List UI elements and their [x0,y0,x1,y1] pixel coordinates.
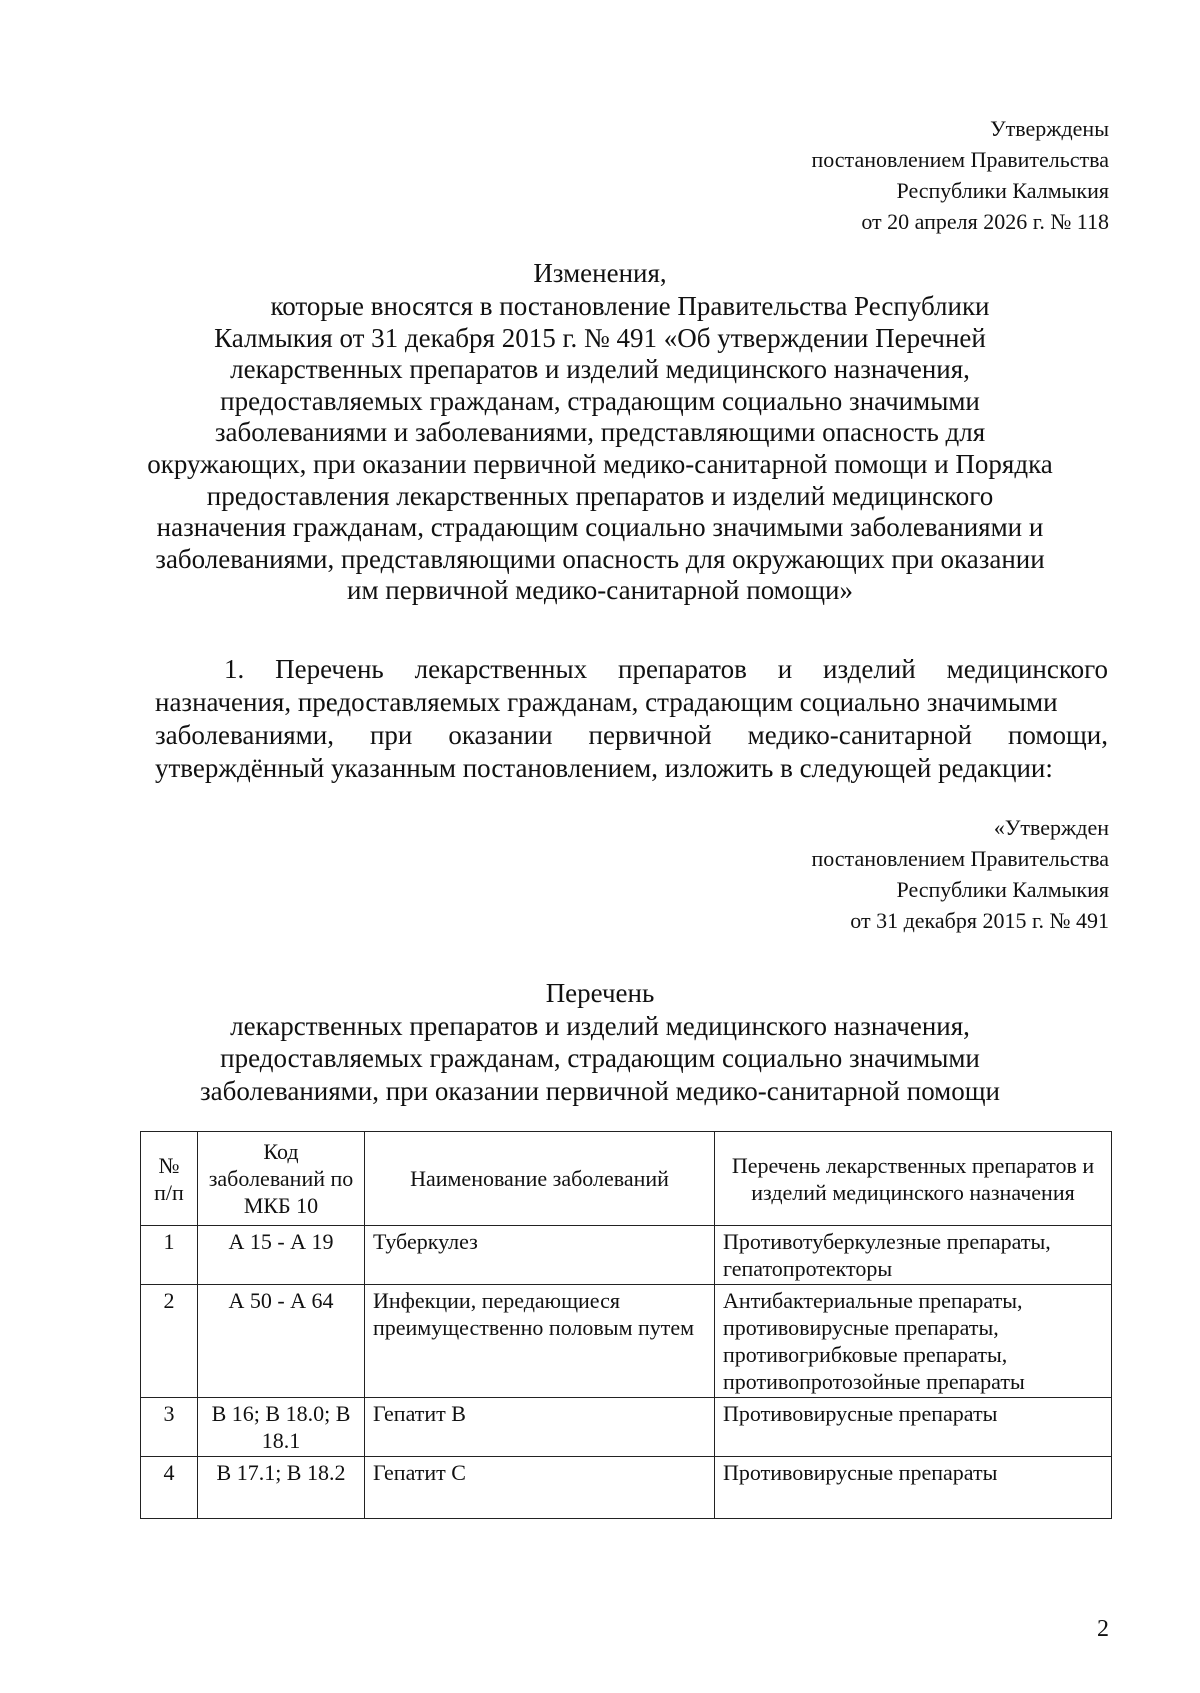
changes-line: заболеваниями, представляющими опасность для окружающих при оказании [155,543,1045,574]
paragraph-word: Перечень [275,654,384,684]
medications-table [140,1131,1112,1519]
paragraph-line-4 [155,752,1108,785]
paragraph-word: помощи, [1007,720,1108,750]
cell-name: Гепатит С [365,1457,715,1519]
table-row [141,1457,1112,1519]
table-row [141,1398,1112,1457]
cell-list: Противовирусные препараты [715,1457,1112,1519]
changes-line: лекарственных препаратов и изделий медицинского назначения, [230,354,970,385]
table-header-row [141,1132,1112,1226]
cell-num: 1 [141,1226,198,1285]
cell-num: 2 [141,1285,198,1398]
paragraph-word: оказании [448,720,553,750]
changes-line: которые вносятся в постановление Правительства Республики [270,291,990,321]
paragraph-text: утверждённый указанным постановлением, изложить в следующей редакции: [155,753,1053,783]
cell-name: Гепатит В [365,1398,715,1457]
paragraph-line-2 [155,686,1108,719]
table-row [141,1226,1112,1285]
header-num: № п/п [141,1132,198,1226]
changes-description [100,291,1100,607]
page-number: 2 [1097,1616,1109,1642]
approval-line: «Утвержден [993,815,1109,840]
changes-line: предоставления лекарственных препаратов и изделий медицинского [206,480,994,511]
paragraph-text: назначения, предоставляемых гражданам, страдающим социально значимыми [155,687,1058,717]
changes-line: назначения гражданам, страдающим социально значимыми заболеваниями и [156,512,1044,543]
changes-heading [100,258,1100,289]
approval-block-top [811,113,1109,237]
cell-code: А 15 - А 19 [198,1226,365,1285]
approval-line: от 20 апреля 2026 г. № 118 [861,209,1109,234]
approval-line: постановлением Правительства [811,846,1109,871]
cell-name: Туберкулез [365,1226,715,1285]
paragraph-word: медицинского [946,654,1108,684]
paragraph-word: препаратов [618,654,747,684]
table-row [141,1285,1112,1398]
approval-line: Республики Калмыкия [896,178,1109,203]
list-title-line: Перечень [545,978,655,1008]
changes-line: предоставляемых гражданам, страдающим социально значимыми [220,385,980,416]
paragraph-word: 1. [224,654,245,684]
paragraph-word: заболеваниями, [155,720,334,750]
header-name: Наименование заболеваний [365,1132,715,1226]
approval-line: Республики Калмыкия [896,877,1109,902]
paragraph-line-3 [155,719,1108,752]
changes-line: им первичной медико-санитарной помощи» [347,575,853,606]
cell-code: В 16; В 18.0; В 18.1 [198,1398,365,1457]
list-title-line: лекарственных препаратов и изделий медицинского назначения, [230,1010,970,1041]
approval-line: Утверждены [990,116,1109,141]
approval-line: от 31 декабря 2015 г. № 491 [850,908,1109,933]
header-code: Код заболеваний по МКБ 10 [198,1132,365,1226]
cell-list: Противовирусные препараты [715,1398,1112,1457]
cell-num: 4 [141,1457,198,1519]
cell-num: 3 [141,1398,198,1457]
cell-list: Противотуберкулезные препараты, гепатопротекторы [715,1226,1112,1285]
paragraph-word: и [777,654,793,684]
changes-heading-text: Изменения, [533,258,667,288]
changes-line: Калмыкия от 31 декабря 2015 г. № 491 «Об утверждении Перечней [214,322,986,353]
list-title [100,977,1100,1107]
approval-block-mid [811,812,1109,936]
paragraph-1 [155,653,1108,785]
changes-line: окружающих, при оказании первичной медико-санитарной помощи и Порядка [147,448,1053,479]
header-list: Перечень лекарственных препаратов и изделий медицинского назначения [715,1132,1112,1226]
cell-name: Инфекции, передающиеся преимущественно половым путем [365,1285,715,1398]
list-title-line: заболеваниями, при оказании первичной медико-санитарной помощи [199,1075,1001,1106]
paragraph-word: при [369,720,413,750]
paragraph-word: медико-санитарной [747,720,972,750]
cell-list: Антибактериальные препараты, противовирусные препараты, противогрибковые препараты, противопротозойные препараты [715,1285,1112,1398]
paragraph-line-1 [155,653,1108,686]
approval-line: постановлением Правительства [811,147,1109,172]
paragraph-word: изделий [823,654,916,684]
changes-line: заболеваниями и заболеваниями, представляющими опасность для [214,417,986,448]
cell-code: В 17.1; В 18.2 [198,1457,365,1519]
cell-code: А 50 - А 64 [198,1285,365,1398]
paragraph-word: лекарственных [414,654,588,684]
list-title-line: предоставляемых гражданам, страдающим социально значимыми [220,1043,980,1073]
paragraph-word: первичной [588,720,712,750]
